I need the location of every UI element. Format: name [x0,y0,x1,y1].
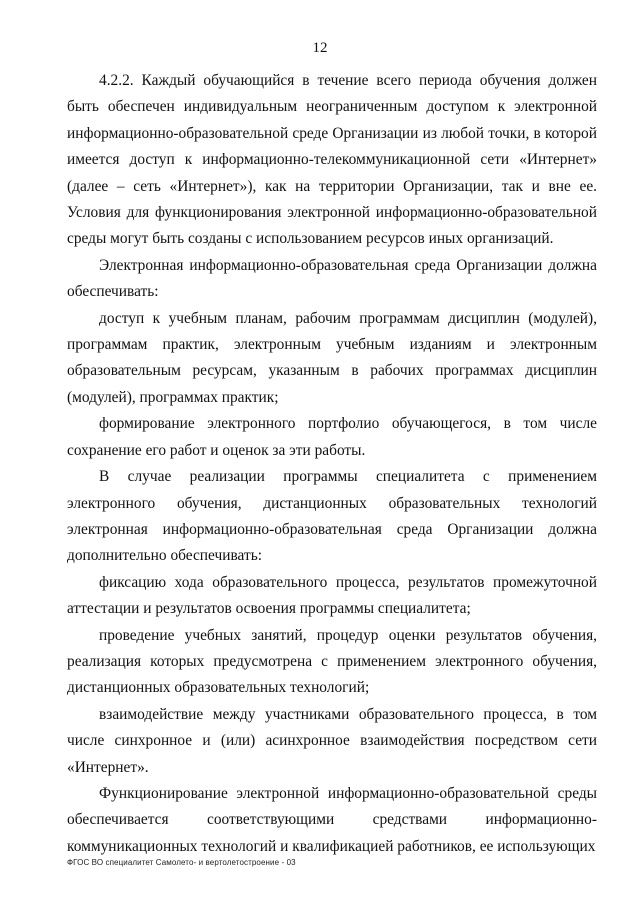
paragraph-e-learning-case: В случае реализации программы специалитета с применением электронного обучения, дистанционных образовательных технологий электронная информационно-образовательная среда Организации должна дополнительно обеспечивать: [67,468,597,565]
paragraph-recording-progress: фиксацию хода образовательного процесса, результатов промежуточной аттестации и результатов освоения программы специалитета; [67,573,597,618]
paragraph-access-curricula: доступ к учебным планам, рабочим программам дисциплин (модулей), программам практик, электронным учебным изданиям и электронным образовательным ресурсам, указанным в рабочих программах дисциплин (модулей), программах практик; [67,309,597,406]
document-body [67,68,597,860]
paragraph-conducting-classes: проведение учебных занятий, процедур оценки результатов обучения, реализация которых предусмотрена с применением электронного обучения, дистанционных образовательных технологий; [67,626,597,697]
paragraph-4-2-2: 4.2.2. Каждый обучающийся в течение всего периода обучения должен быть обеспечен индивидуальным неограниченным доступом к электронной информационно-образовательной среде Организации из любой точки, в которой имеется доступ к информационно-телекоммуникационной сети «Интернет» (далее – сеть «Интернет»), как на территории Организации, так и вне ее. Условия для функционирования электронной информационно-образовательной среды могут быть созданы с использованием ресурсов иных организаций. [67,72,597,248]
paragraph-interaction: взаимодействие между участниками образовательного процесса, в том числе синхронное и (или) асинхронное взаимодействия посредством сети «Интернет». [67,705,597,776]
paragraph-functioning: Функционирование электронной информационно-образовательной среды обеспечивается соответствующими средствами информационно-коммуникационных технологий и квалификацией работников, ее использующих [67,784,597,855]
page-footer: ФГОС ВО специалитет Самолето- и вертолетостроение - 03 [67,858,296,867]
paragraph-environment-intro: Электронная информационно-образовательная среда Организации должна обеспечивать: [67,256,597,301]
page-number: 12 [312,40,328,56]
paragraph-portfolio: формирование электронного портфолио обучающегося, в том числе сохранение его работ и оценок за эти работы. [67,415,597,459]
